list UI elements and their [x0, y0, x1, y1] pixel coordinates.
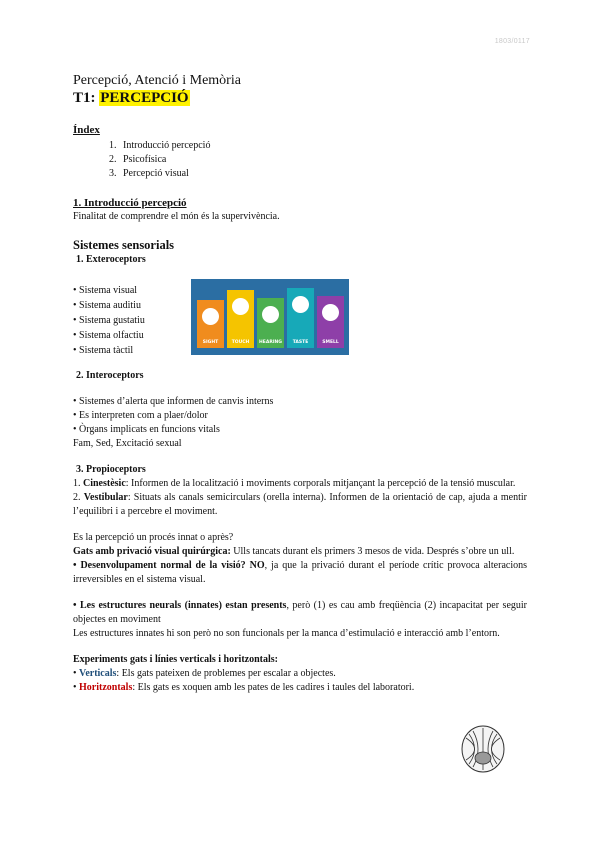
index-list: [73, 139, 527, 181]
sense-smell: [317, 296, 344, 348]
exteroceptors-row: [73, 273, 527, 365]
structures-paragraph: Les estructures innates hi son però no son funcionals per la manca d’estimulació e interacció amb l’entorn.: [73, 628, 500, 639]
vertical-item: • Verticals: Els gats pateixen de problemes per escalar a objectes.: [73, 668, 336, 679]
list-item: • Sistema olfactiu: [73, 330, 144, 341]
index-item: 2. Psicofísica: [119, 153, 527, 167]
sense-hearing: [257, 298, 284, 348]
proprioceptor-item-1: 1. Cinestèsic: Informen de la localització i moviments corporals mitjançant la percepció de la tensió muscular.: [73, 478, 516, 489]
neural-paragraph: • Les estructures neurals (innates) estan presents, però (1) es cau amb freqüència (2) incapacitat per seguir objectes en moviment: [73, 600, 527, 625]
list-item: • Es interpreten com a plaer/dolor: [73, 410, 208, 421]
document-content: [73, 72, 527, 695]
sensory-heading: Sistemes sensorials: [73, 238, 175, 252]
horizontal-item: • Horitzontals: Els gats es xoquen amb les pates de les cadires i taules del laboratori.: [73, 682, 415, 693]
list-item: • Sistema gustatiu: [73, 315, 145, 326]
exteroceptors-list: [73, 283, 145, 358]
sense-label: SIGHT: [202, 340, 219, 345]
list-item: • Òrgans implicats en funcions vitals: [73, 424, 220, 435]
sense-taste: [287, 288, 314, 348]
innate-question: Es la percepció un procés innat o après?: [73, 532, 234, 543]
sense-label: TOUCH: [231, 340, 250, 345]
sense-label: SMELL: [322, 340, 339, 345]
interoceptors-heading: 2. Interoceptors: [76, 370, 144, 381]
eye-icon: [202, 308, 219, 325]
index-heading: Índex: [73, 124, 100, 136]
sense-label: TASTE: [292, 340, 309, 345]
index-item: 1. Introducció percepció: [119, 139, 527, 153]
watermark: 1803/0117: [494, 38, 530, 45]
document-subtitle: [73, 89, 527, 107]
sense-sight: [197, 300, 224, 348]
hand-icon: [232, 298, 249, 315]
sense-label: HEARING: [259, 340, 282, 345]
sense-touch: [227, 290, 254, 348]
tongue-icon: [292, 296, 309, 313]
cats-paragraph: Gats amb privació visual quirúrgica: Ulls tancats durant els primers 3 mesos de vida. Després s’obre un ull.: [73, 546, 515, 557]
interoceptors-extra: Fam, Sed, Excitació sexual: [73, 438, 182, 449]
subtitle-highlight: PERCEPCIÓ: [100, 90, 189, 106]
list-item: • Sistema visual: [73, 285, 138, 296]
striped-drum-image: [460, 724, 506, 774]
proprioceptor-item-2: 2. Vestibular: Situats als canals semicirculars (orella interna). Informen de la orientació de cap, ajuda a mentir l’equilibri i a percebre el moviment.: [73, 492, 528, 517]
document-title: Percepció, Atenció i Memòria: [73, 73, 241, 88]
list-item: • Sistemes d’alerta que informen de canvis interns: [73, 396, 274, 407]
ear-icon: [262, 306, 279, 323]
proprioceptors-heading: 3. Propioceptors: [76, 464, 146, 475]
development-paragraph: • Desenvolupament normal de la visió? NO, ja que la privació durant el període crític provoca alteracions irreversibles en el sistema visual.: [73, 560, 527, 585]
proprioceptor-label: Vestibular: [83, 492, 128, 503]
five-senses-image: [191, 279, 349, 355]
section-heading: 1. Introducció percepció: [73, 197, 187, 209]
proprioceptor-label: Cinestèsic: [83, 478, 126, 489]
list-item: • Sistema tàctil: [73, 345, 134, 356]
index-item: 3. Percepció visual: [119, 167, 527, 181]
list-item: • Sistema auditiu: [73, 300, 141, 311]
experiments-heading: Experiments gats i línies verticals i horitzontals:: [73, 654, 278, 665]
nose-icon: [322, 304, 339, 321]
section-text: Finalitat de comprendre el món és la supervivència.: [73, 211, 280, 222]
subtitle-prefix: T1:: [73, 90, 100, 106]
exteroceptors-heading: 1. Exteroceptors: [76, 254, 146, 265]
